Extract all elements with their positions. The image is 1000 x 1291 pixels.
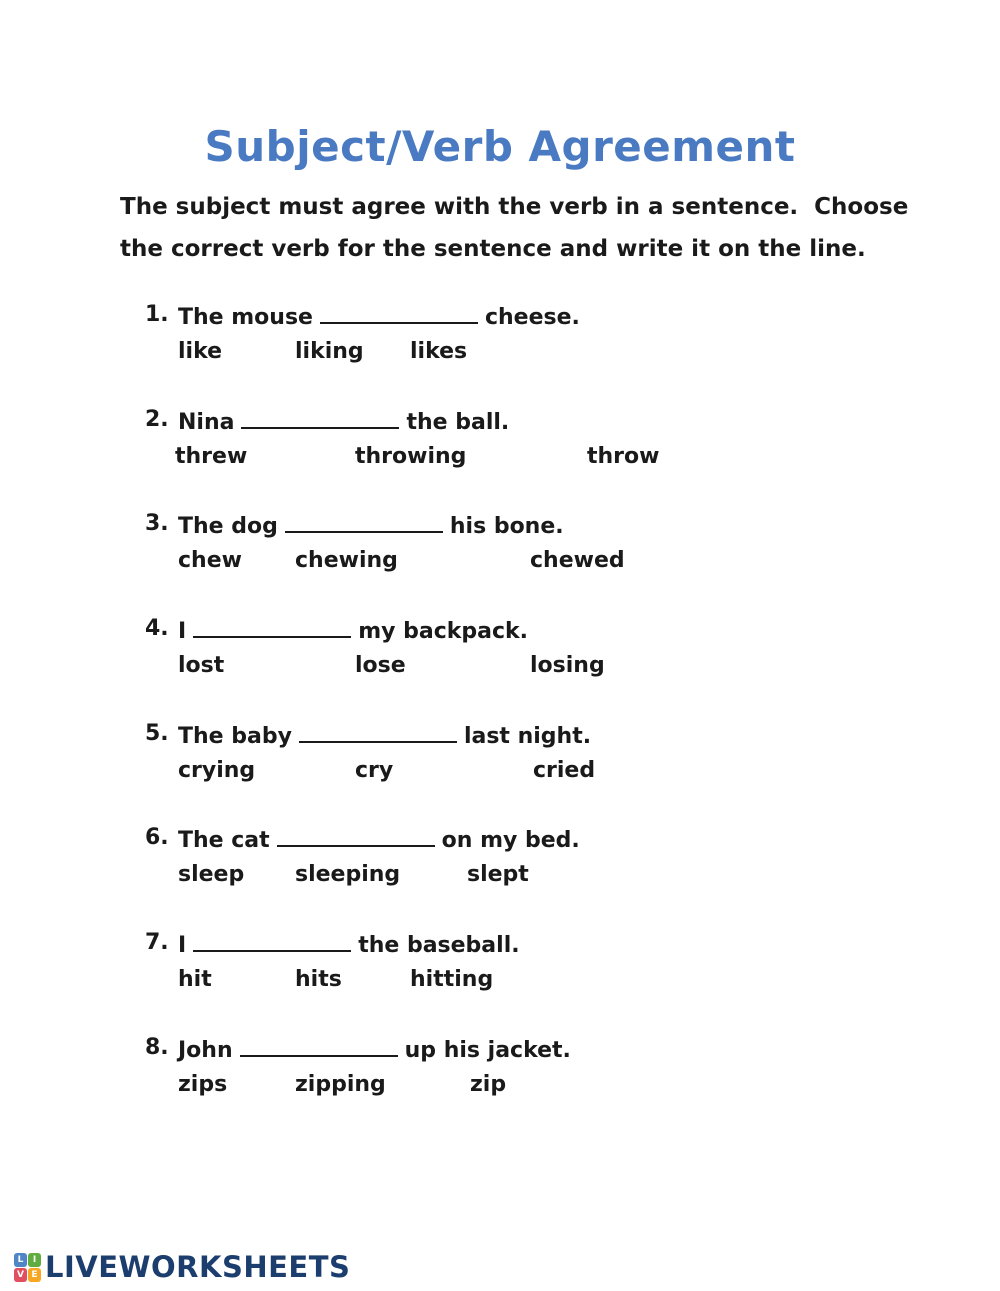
option-word: threw	[175, 444, 248, 469]
question-number: 4.	[145, 616, 169, 641]
option-word: lost	[178, 653, 225, 678]
question-number: 2.	[145, 407, 169, 432]
question-1	[0, 302, 1000, 374]
logo-letter-i: I	[28, 1253, 41, 1267]
question-sentence	[178, 616, 528, 644]
option-word: lose	[355, 653, 406, 678]
answer-blank-7[interactable]	[193, 930, 351, 952]
question-sentence	[178, 302, 580, 330]
option-word: cried	[533, 758, 596, 783]
option-word: chewing	[295, 548, 398, 573]
option-row	[0, 862, 1000, 892]
instructions-line-1: The subject must agree with the verb in a sentence. Choose	[120, 194, 909, 220]
option-word: sleep	[178, 862, 245, 887]
question-sentence	[178, 930, 520, 958]
question-2	[0, 407, 1000, 479]
sentence-pre: I	[178, 933, 187, 958]
option-word: hitting	[410, 967, 494, 992]
option-word: zips	[178, 1072, 228, 1097]
question-number: 3.	[145, 511, 169, 536]
option-row	[0, 653, 1000, 683]
sentence-pre: I	[178, 619, 187, 644]
question-sentence	[178, 721, 591, 749]
question-number: 6.	[145, 825, 169, 850]
question-3	[0, 511, 1000, 583]
option-row	[0, 967, 1000, 997]
question-sentence	[178, 407, 509, 435]
option-row	[0, 444, 1000, 474]
option-word: liking	[295, 339, 364, 364]
sentence-pre: John	[178, 1038, 233, 1063]
option-word: throw	[587, 444, 660, 469]
option-row	[0, 1072, 1000, 1102]
question-sentence	[178, 825, 580, 853]
question-4	[0, 616, 1000, 688]
sentence-post: on my bed.	[441, 828, 580, 853]
sentence-post: my backpack.	[358, 619, 528, 644]
sentence-post: the ball.	[406, 410, 510, 435]
question-number: 1.	[145, 302, 169, 327]
option-word: like	[178, 339, 223, 364]
option-row	[0, 758, 1000, 788]
answer-blank-6[interactable]	[277, 825, 435, 847]
option-word: losing	[530, 653, 605, 678]
question-5	[0, 721, 1000, 793]
logo-letter-e: E	[28, 1268, 41, 1282]
instructions	[120, 186, 908, 270]
answer-blank-4[interactable]	[193, 616, 351, 638]
question-8	[0, 1035, 1000, 1107]
sentence-pre: The dog	[178, 514, 278, 539]
sentence-pre: The mouse	[178, 305, 313, 330]
liveworksheets-wordmark: LIVEWORKSHEETS	[45, 1250, 351, 1284]
option-word: chew	[178, 548, 242, 573]
sentence-post: last night.	[463, 724, 592, 749]
question-sentence	[178, 1035, 571, 1063]
question-6	[0, 825, 1000, 897]
question-number: 5.	[145, 721, 169, 746]
option-word: sleeping	[295, 862, 401, 887]
logo-letter-l: L	[14, 1253, 27, 1267]
option-word: crying	[178, 758, 256, 783]
question-sentence	[178, 511, 564, 539]
option-word: zip	[470, 1072, 507, 1097]
question-number: 7.	[145, 930, 169, 955]
answer-blank-2[interactable]	[241, 407, 399, 429]
option-word: likes	[410, 339, 468, 364]
option-word: hit	[178, 967, 212, 992]
liveworksheets-logo-icon	[14, 1253, 41, 1282]
sentence-post: up his jacket.	[404, 1038, 571, 1063]
answer-blank-3[interactable]	[285, 511, 443, 533]
option-word: cry	[355, 758, 394, 783]
option-word: throwing	[355, 444, 467, 469]
question-7	[0, 930, 1000, 1002]
answer-blank-1[interactable]	[320, 302, 478, 324]
sentence-pre: The baby	[178, 724, 292, 749]
option-row	[0, 548, 1000, 578]
sentence-pre: The cat	[178, 828, 270, 853]
sentence-post: the baseball.	[358, 933, 520, 958]
logo-letter-v: V	[14, 1268, 27, 1282]
answer-blank-8[interactable]	[240, 1035, 398, 1057]
sentence-post: his bone.	[449, 514, 564, 539]
option-word: slept	[467, 862, 529, 887]
page-title: Subject/Verb Agreement	[204, 122, 796, 171]
option-word: chewed	[530, 548, 625, 573]
option-row	[0, 339, 1000, 369]
question-number: 8.	[145, 1035, 169, 1060]
sentence-pre: Nina	[178, 410, 235, 435]
answer-blank-5[interactable]	[299, 721, 457, 743]
option-word: hits	[295, 967, 342, 992]
instructions-line-2: the correct verb for the sentence and write it on the line.	[120, 236, 866, 262]
sentence-post: cheese.	[484, 305, 580, 330]
option-word: zipping	[295, 1072, 386, 1097]
